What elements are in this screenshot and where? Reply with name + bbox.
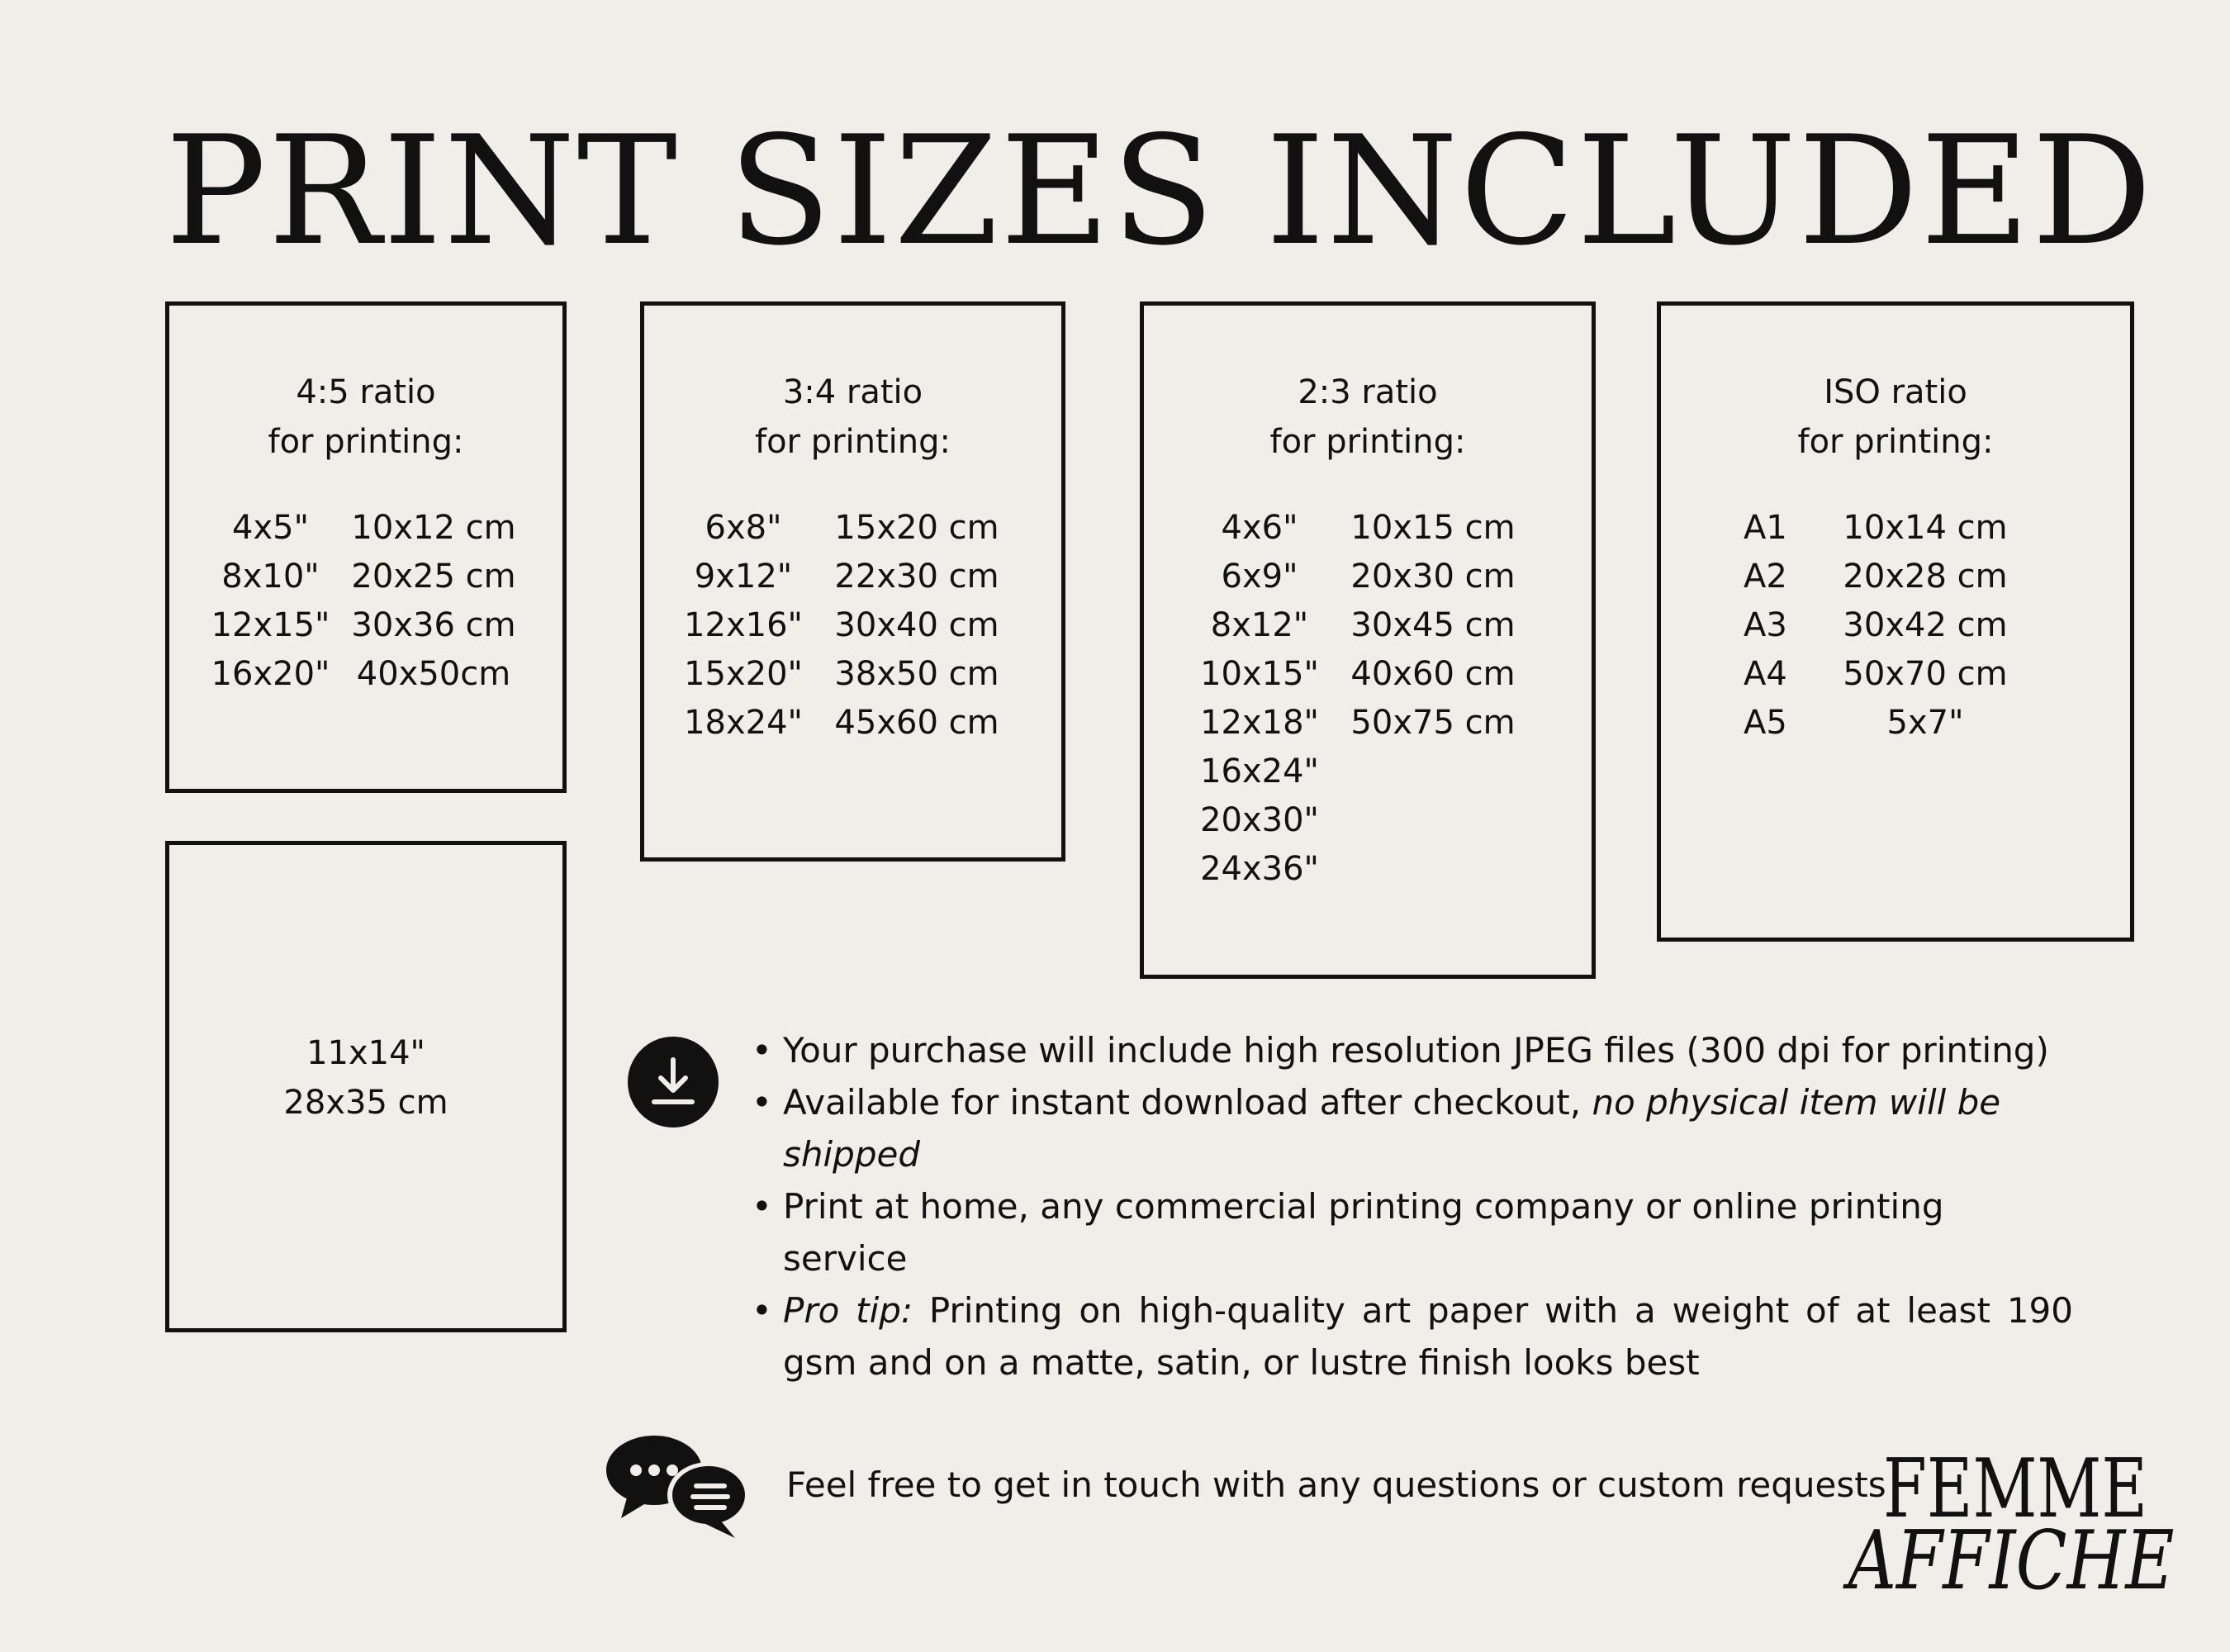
cm-size: 40x50cm: [356, 655, 511, 693]
info-bullet: [752, 1024, 2073, 1076]
printing-label: for printing:: [1797, 423, 1994, 461]
cm-size: [1330, 748, 1536, 796]
inch-size: 24x36": [1200, 850, 1319, 888]
cm-size: [1330, 845, 1536, 894]
cm-size: 50x75 cm: [1350, 704, 1516, 742]
inch-size: 16x20": [211, 655, 330, 693]
cm-size: 20x25 cm: [351, 558, 516, 596]
iso-size: A1: [1744, 509, 1787, 547]
printing-label: for printing:: [754, 423, 951, 461]
inch-size: 18x24": [684, 704, 803, 742]
inch-size: 6x8": [705, 509, 782, 547]
inch-size: 6x9": [1221, 558, 1298, 596]
cm-size: 28x35 cm: [283, 1084, 448, 1122]
inch-size: 9x12": [694, 558, 793, 596]
cm-size: 30x45 cm: [1350, 606, 1516, 644]
info-text: Your purchase will include high resolution JPEG files (300 dpi for printing): [783, 1030, 2049, 1070]
size-row: [1189, 504, 1536, 553]
iso-size: A4: [1744, 655, 1787, 693]
inch-size: 10x15": [1200, 655, 1319, 693]
iso-size: A5: [1744, 704, 1787, 742]
cm-size: 15x20 cm: [834, 509, 999, 547]
size-list: [1744, 504, 2057, 748]
ratio-box-4-5: [165, 301, 567, 793]
size-row: [669, 553, 1016, 601]
cm-size: 50x70 cm: [1843, 655, 2008, 693]
cm-size: 30x36 cm: [351, 606, 516, 644]
info-text: Printing on high-quality art paper with a weight of at least 190 gsm and on a matte, satin, or lustre finish looks best: [783, 1290, 2073, 1383]
size-row: [669, 504, 1016, 553]
size-row: [1189, 748, 1536, 796]
size-row: [1744, 553, 2057, 601]
size-row: [1189, 650, 1536, 699]
purchase-info-list: [752, 1024, 2073, 1389]
size-row: [1189, 699, 1536, 748]
cm-size: 10x12 cm: [351, 509, 516, 547]
inch-size: 12x16": [684, 606, 803, 644]
size-list: [1189, 504, 1536, 894]
size-row: [1744, 504, 2057, 553]
cm-size: 20x30 cm: [1350, 558, 1516, 596]
size-row: [1744, 699, 2057, 748]
ratio-label: 2:3 ratio: [1298, 373, 1438, 411]
ratio-box-iso: [1657, 301, 2134, 942]
iso-size: A3: [1744, 606, 1787, 644]
cm-size: 22x30 cm: [834, 558, 999, 596]
size-row: [669, 650, 1016, 699]
page-title: PRINT SIZES INCLUDED: [165, 103, 2154, 278]
logo-line-2: AFFICHE: [1842, 1514, 2175, 1608]
cm-size: 5x7": [1886, 704, 1964, 742]
cm-size: 30x42 cm: [1843, 606, 2008, 644]
ratio-box-heading: [169, 368, 562, 467]
ratio-box-heading: [1144, 368, 1592, 467]
printing-label: for printing:: [1269, 423, 1466, 461]
single-size-text: [169, 1028, 562, 1127]
size-row: [1189, 845, 1536, 894]
inch-size: 11x14": [306, 1034, 425, 1072]
inch-size: 4x6": [1221, 509, 1298, 547]
single-size-box: [165, 841, 567, 1332]
ratio-box-3-4: [640, 301, 1065, 862]
inch-size: 15x20": [684, 655, 803, 693]
ratio-label: ISO ratio: [1824, 373, 1967, 411]
femme-affiche-logo: [1842, 1442, 2189, 1608]
iso-size: A2: [1744, 558, 1787, 596]
inch-size: 8x12": [1210, 606, 1309, 644]
size-row: [202, 650, 529, 699]
ratio-label: 4:5 ratio: [296, 373, 436, 411]
size-row: [1744, 601, 2057, 650]
cm-size: 45x60 cm: [834, 704, 999, 742]
info-text: Print at home, any commercial printing company or online printing service: [783, 1186, 1944, 1279]
info-emphasis: Pro tip:: [783, 1290, 913, 1331]
size-row: [1189, 553, 1536, 601]
cm-size: 10x14 cm: [1843, 509, 2008, 547]
size-row: [669, 601, 1016, 650]
ratio-label: 3:4 ratio: [782, 373, 923, 411]
inch-size: 20x30": [1200, 801, 1319, 839]
info-text: Available for instant download after checkout,: [783, 1082, 1592, 1123]
info-emphasis: no physical item will be shipped: [783, 1082, 2001, 1175]
info-bullet: [752, 1284, 2073, 1389]
info-bullet: [752, 1076, 2073, 1180]
cm-size: 30x40 cm: [834, 606, 999, 644]
inch-size: 12x15": [211, 606, 330, 644]
ratio-box-heading: [1661, 368, 2130, 467]
inch-size: 4x5": [232, 509, 309, 547]
info-bullet: [752, 1180, 2073, 1284]
ratio-box-heading: [644, 368, 1061, 467]
chat-bubbles-icon: [603, 1429, 756, 1540]
inch-size: 16x24": [1200, 752, 1319, 790]
size-list: [669, 504, 1016, 748]
size-row: [202, 601, 529, 650]
ratio-box-2-3: [1140, 301, 1596, 979]
cm-size: 20x28 cm: [1843, 558, 2008, 596]
cm-size: 40x60 cm: [1350, 655, 1516, 693]
inch-size: 8x10": [221, 558, 320, 596]
cm-size: 10x15 cm: [1350, 509, 1516, 547]
size-row: [1189, 796, 1536, 845]
cm-size: 38x50 cm: [834, 655, 999, 693]
size-row: [202, 504, 529, 553]
size-list: [202, 504, 529, 699]
printing-label: for printing:: [268, 423, 464, 461]
size-row: [1189, 601, 1536, 650]
logo-line-1: FEMME: [1883, 1442, 2147, 1536]
size-row: [202, 553, 529, 601]
download-icon: [628, 1037, 719, 1127]
size-row: [669, 699, 1016, 748]
size-row: [1744, 650, 2057, 699]
contact-message: Feel free to get in touch with any questions or custom requests: [786, 1464, 1886, 1505]
cm-size: [1330, 796, 1536, 845]
inch-size: 12x18": [1200, 704, 1319, 742]
